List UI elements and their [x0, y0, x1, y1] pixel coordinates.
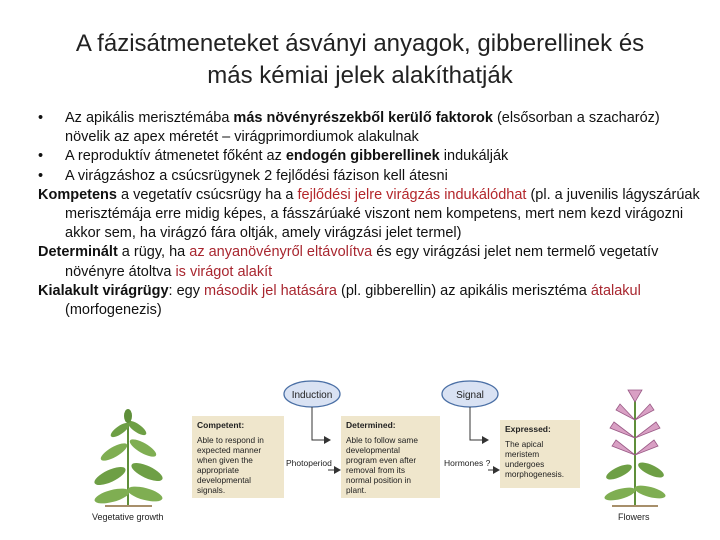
vegetative-growth-label: Vegetative growth — [92, 512, 164, 522]
term-determined: Determinált — [38, 244, 118, 261]
term-developed: Kialakult virágrügy — [38, 282, 169, 299]
competent-line: appropriate — [197, 465, 239, 475]
determined-line: plant. — [346, 485, 367, 495]
paragraph-text: és egy virágzási jelet nem termelő vegetatív növényre átoltva — [65, 244, 659, 280]
photoperiod-label: Photoperiod — [286, 458, 332, 468]
bullet-text: (elsősorban a szacharóz) növelik az apex méretét – virágprimordiumok alakulnak — [65, 110, 660, 146]
determined-box — [341, 416, 440, 498]
expressed-line: meristem — [505, 449, 540, 459]
expressed-line: undergoes — [505, 459, 545, 469]
title-line-1: A fázisátmeneteket ásványi anyagok, gibberellinek és — [75, 30, 645, 57]
determined-line: developmental — [346, 445, 400, 455]
flowering-plant-illustration — [603, 390, 666, 506]
bullet-text: Az apikális merisztémába — [65, 110, 234, 126]
determined-heading: Determined: — [346, 420, 396, 430]
induction-node — [284, 381, 340, 407]
competent-line: developmental — [197, 475, 251, 485]
competent-heading: Competent: — [197, 420, 245, 430]
bullet-text: A virágzáshoz a csúcsrügynek 2 fejlődési fázison kell átesni — [65, 167, 448, 184]
highlight-text: is virágot alakít — [175, 263, 273, 280]
hormones-label: Hormones ? — [444, 458, 491, 468]
determined-line: normal position in — [346, 475, 412, 485]
title-line-2: más kémiai jelek alakíthatják — [207, 62, 513, 89]
highlight-text: második jel hatására — [204, 282, 338, 299]
determined-line: removal from its — [346, 465, 406, 475]
paragraph-text: (pl. gibberellin) az apikális merisztéma — [337, 282, 591, 299]
paragraph-text: (morfogenezis) — [65, 302, 162, 319]
determined-line: program even after — [346, 455, 417, 465]
bullet-text: A reproduktív átmenetet főként az — [65, 148, 286, 165]
highlight-text: fejlődési jelre virágzás indukálódhat — [297, 186, 527, 203]
competent-line: when given the — [197, 455, 253, 465]
bullet-bold-text: endogén gibberellinek — [285, 148, 440, 165]
expressed-line: morphogenesis. — [505, 469, 565, 479]
paragraph-text: : egy — [168, 282, 205, 299]
bullet-bold-text: más növényrészekből kerülő faktorok — [233, 110, 493, 126]
expressed-box — [500, 420, 580, 488]
induction-arrow — [312, 407, 330, 440]
signal-node — [442, 381, 498, 407]
competent-line: expected manner — [197, 445, 262, 455]
induction-label: Induction — [291, 390, 333, 401]
expressed-heading: Expressed: — [505, 424, 551, 434]
competent-box — [192, 416, 284, 498]
vegetative-plant-illustration — [92, 409, 165, 506]
paragraph-text: a vegetatív csúcsrügy ha a — [116, 186, 298, 203]
bullet-marker: • — [38, 110, 44, 126]
signal-label: Signal — [456, 390, 484, 401]
bullet-marker: • — [38, 167, 44, 184]
competent-line: Able to respond in — [197, 435, 264, 445]
bullet-text: indukálják — [439, 148, 509, 165]
paragraph-text: (pl. a juvenilis lágyszárúak merisztémája erre midig képes, a fásszárúaké viszont nem kompetens, mert nem kezd virágozni akkor sem, ha virágzó fára oltják, amely virágzási jelet termel) — [65, 186, 700, 242]
signal-arrow — [470, 407, 488, 440]
highlight-text: az anyanövényről eltávolítva — [189, 244, 373, 261]
bullet-marker: • — [38, 148, 44, 165]
flowers-label: Flowers — [618, 512, 650, 522]
term-competent: Kompetens — [38, 186, 117, 203]
highlight-text: átalakul — [590, 282, 641, 299]
determined-line: Able to follow same — [346, 435, 418, 445]
paragraph-text: a rügy, ha — [117, 244, 190, 261]
competent-line: signals. — [197, 485, 226, 495]
expressed-line: The apical — [505, 439, 544, 449]
